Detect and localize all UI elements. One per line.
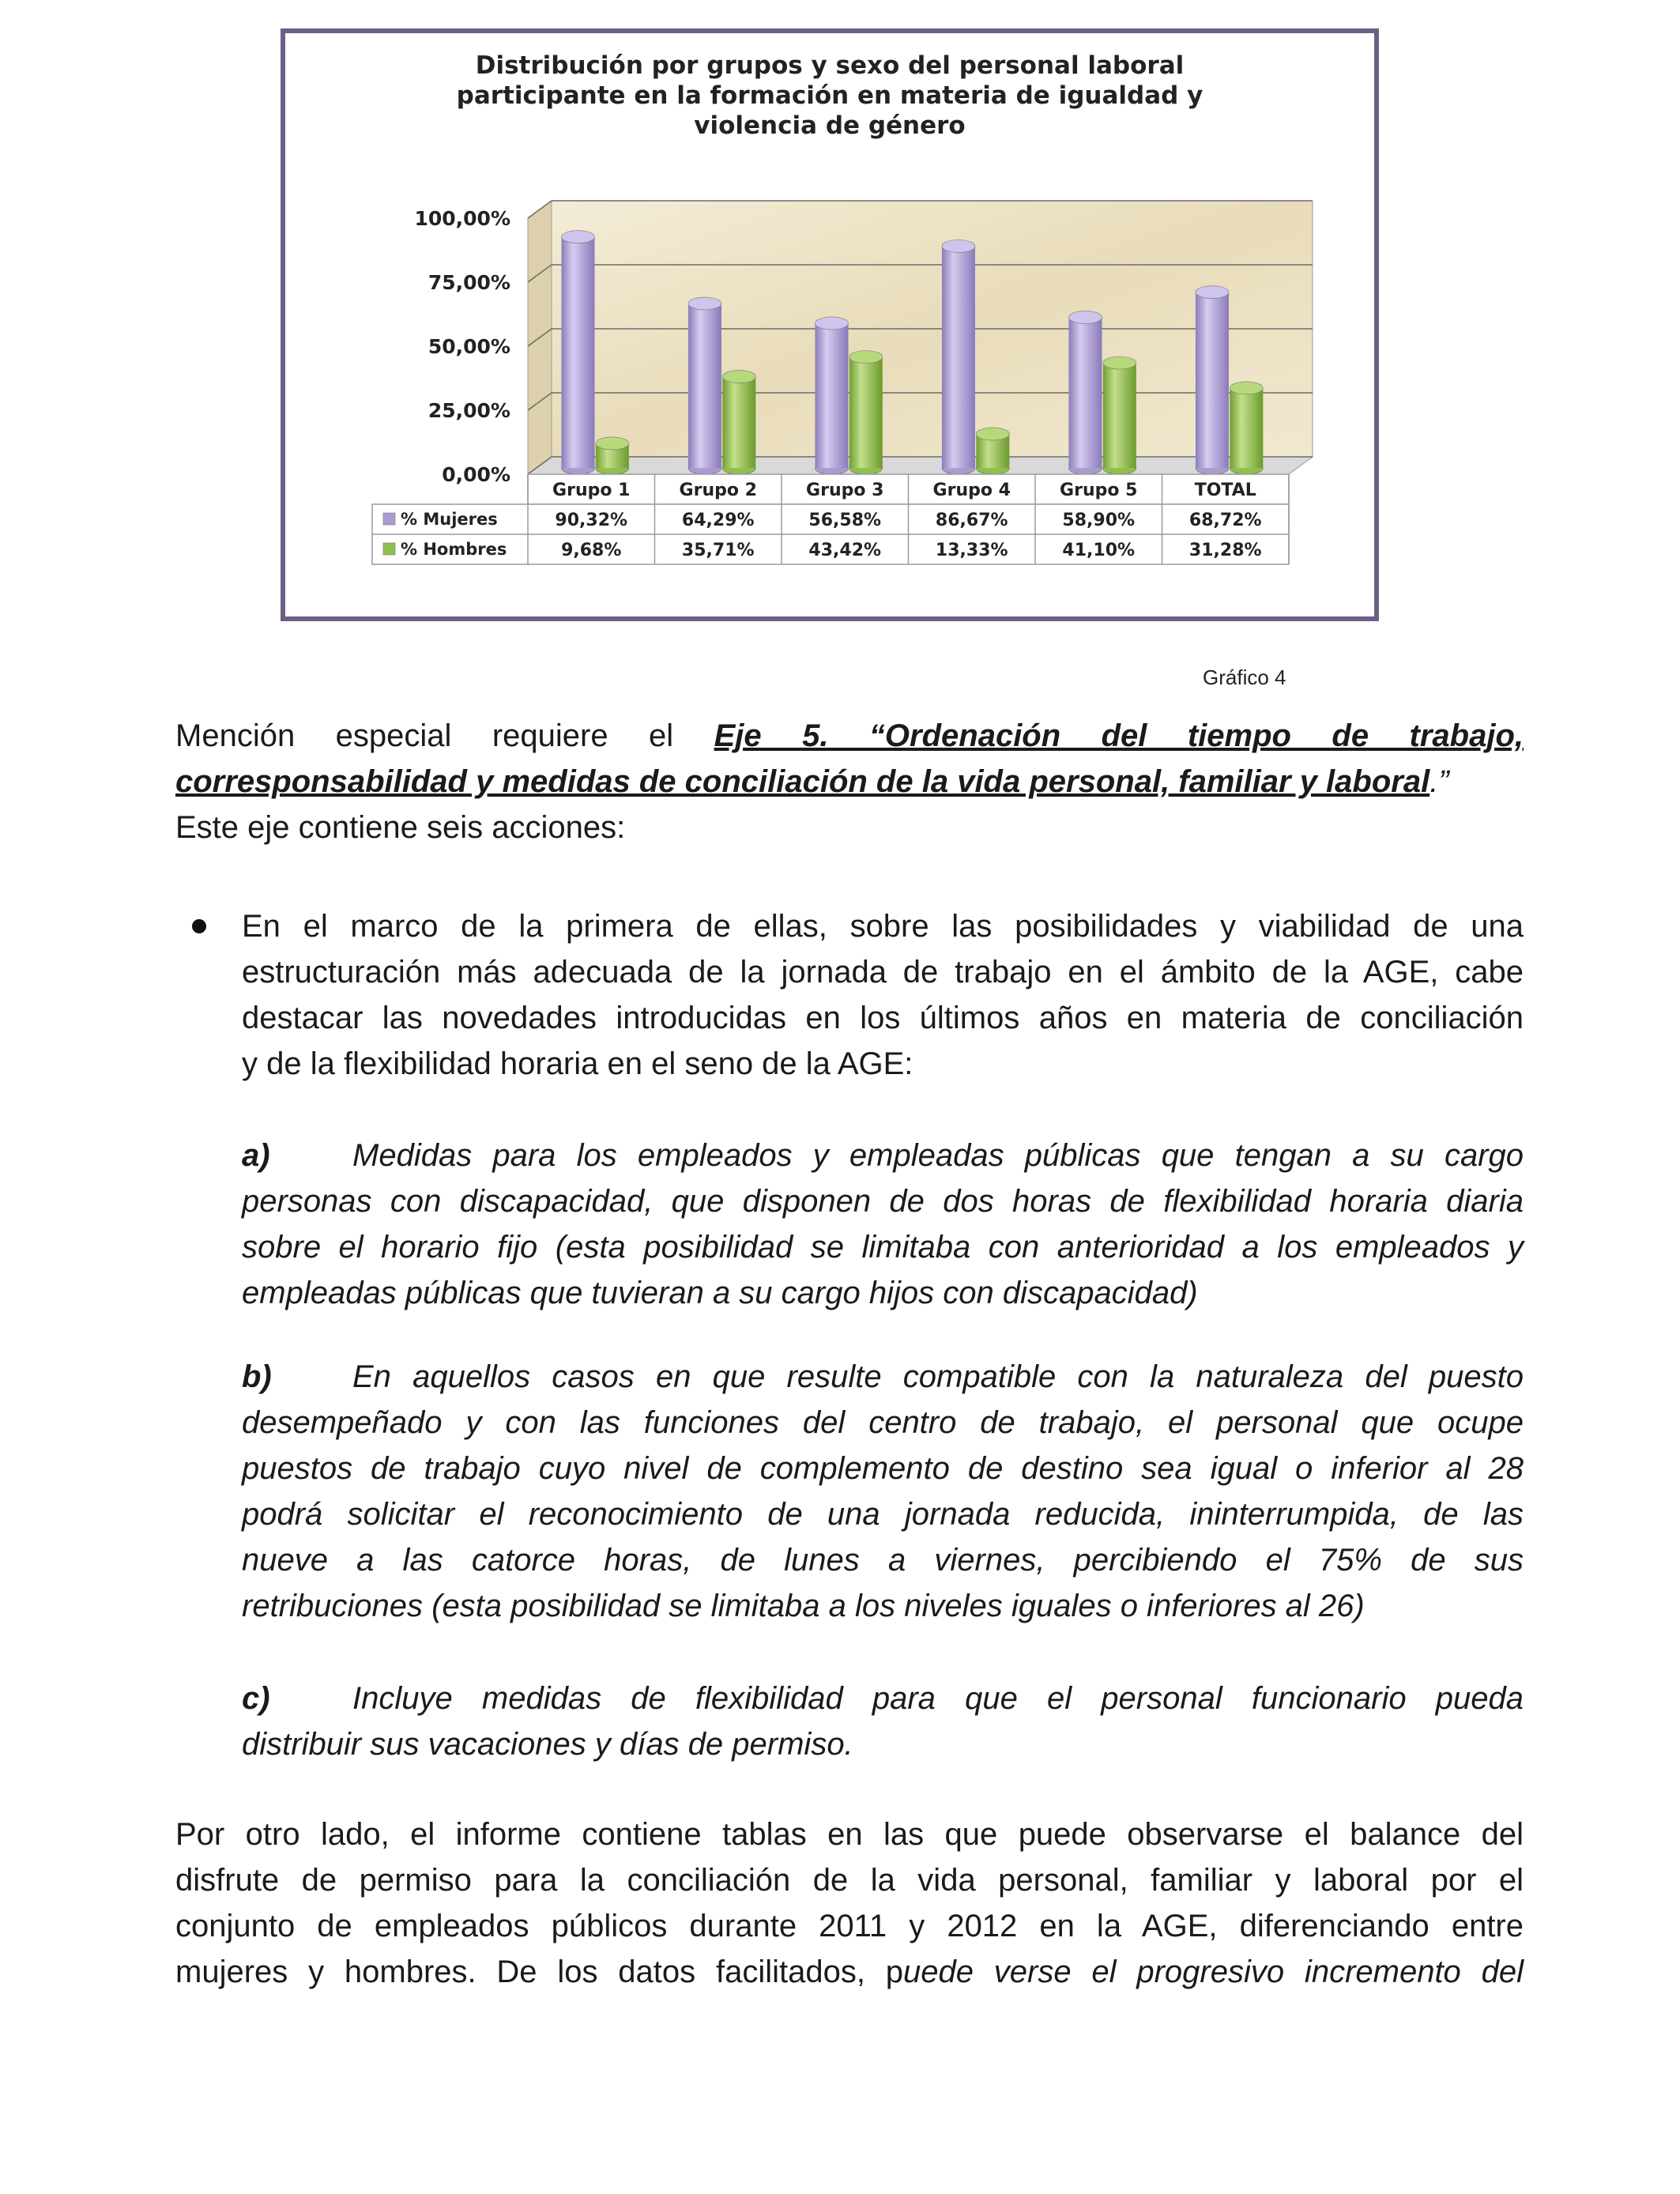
item-b xyxy=(242,1354,1524,1629)
x-tick-label: Grupo 4 xyxy=(932,481,1011,500)
data-label: 58,90% xyxy=(1062,511,1136,530)
bar xyxy=(976,428,1009,474)
y-tick-label: 75,00% xyxy=(428,271,510,294)
legend-swatch xyxy=(383,513,395,525)
bar xyxy=(596,437,629,474)
item-line: sobre el horario fijo (esta posibilidad se limitaba con anterioridad a los empleados y xyxy=(242,1230,1524,1265)
closing-paragraph xyxy=(175,1811,1524,1995)
bullet-line: En el marco de la primera de ellas, sobre las posibilidades y viabilidad de una xyxy=(242,909,1524,944)
bar xyxy=(1103,356,1136,474)
bar xyxy=(1068,311,1102,474)
x-tick-label: Grupo 2 xyxy=(679,481,757,500)
data-label: 31,28% xyxy=(1188,541,1262,560)
y-tick-label: 25,00% xyxy=(428,399,510,422)
item-text: En aquellos casos en que resulte compatible con la naturaleza del puesto xyxy=(352,1359,1524,1394)
x-tick-label: Grupo 5 xyxy=(1060,481,1138,500)
chart-title-line: Distribución por grupos y sexo del personal laboral xyxy=(475,51,1185,80)
bar-body xyxy=(1103,363,1136,468)
intro-line xyxy=(175,713,1524,759)
closing-line: Por otro lado, el informe contiene tablas en las que puede observarse el balance del xyxy=(175,1817,1524,1852)
x-tick-label: TOTAL xyxy=(1194,481,1256,500)
bullet-line: destacar las novedades introducidas en los últimos años en materia de conciliación xyxy=(242,1001,1524,1035)
data-label: 90,32% xyxy=(555,511,628,530)
bar-body xyxy=(942,246,975,468)
legend-label: % Hombres xyxy=(401,540,507,559)
bar-body xyxy=(1230,388,1263,468)
closing-text: mujeres y hombres. De los datos facilitados, p xyxy=(175,1955,904,1989)
closing-text-italic: uede verse el progresivo incremento del xyxy=(903,1955,1524,1989)
bar-top xyxy=(688,297,721,310)
bar xyxy=(688,297,721,474)
item-line xyxy=(242,1354,1524,1400)
bar-body xyxy=(815,323,848,468)
intro-line xyxy=(175,759,1524,805)
item-line: puestos de trabajo cuyo nivel de complemento de destino sea igual o inferior al 28 xyxy=(242,1451,1524,1486)
bar xyxy=(815,317,848,474)
item-c xyxy=(242,1676,1524,1767)
data-label: 35,71% xyxy=(681,541,755,560)
eje-5-title: Eje 5. “Ordenación del tiempo de trabajo, xyxy=(714,718,1524,753)
x-tick-label: Grupo 1 xyxy=(552,481,631,500)
item-letter: a) xyxy=(242,1138,270,1173)
chart-frame xyxy=(281,28,1379,621)
bar-top xyxy=(1068,311,1102,323)
bar xyxy=(722,371,755,475)
bar-top xyxy=(942,239,975,252)
closing-line xyxy=(175,1949,1524,1995)
legend-label: % Mujeres xyxy=(401,510,498,529)
data-label: 43,42% xyxy=(808,541,882,560)
legend-swatch xyxy=(383,543,395,555)
bar-top xyxy=(1230,382,1263,394)
item-text: Incluye medidas de flexibilidad para que el personal funcionario pueda xyxy=(352,1681,1524,1716)
bullet-paragraph xyxy=(242,903,1524,1087)
intro-line: Este eje contiene seis acciones: xyxy=(175,810,626,845)
bar-top xyxy=(722,371,755,383)
item-line: distribuir sus vacaciones y días de permiso. xyxy=(242,1727,853,1762)
y-tick-label: 0,00% xyxy=(442,463,510,486)
item-text: Medidas para los empleados y empleadas públicas que tengan a su cargo xyxy=(352,1138,1524,1173)
y-tick-label: 100,00% xyxy=(414,207,510,230)
data-label: 64,29% xyxy=(681,511,755,530)
chart-title-line: violencia de género xyxy=(694,111,966,140)
data-label: 56,58% xyxy=(808,511,882,530)
x-tick-label: Grupo 3 xyxy=(806,481,884,500)
y-tick-label: 50,00% xyxy=(428,335,510,358)
intro-text: Mención especial requiere el xyxy=(175,718,674,753)
bar-top xyxy=(849,351,883,364)
intro-paragraph xyxy=(175,713,1524,850)
data-label: 13,33% xyxy=(935,541,1008,560)
bar-body xyxy=(1196,292,1229,469)
bar xyxy=(942,239,975,474)
item-letter: b) xyxy=(242,1359,272,1394)
bar-top xyxy=(976,428,1009,440)
closing-line: conjunto de empleados públicos durante 2011 y 2012 en la AGE, diferenciando entre xyxy=(175,1909,1524,1943)
item-line: podrá solicitar el reconocimiento de una jornada reducida, ininterrumpida, de las xyxy=(242,1497,1524,1532)
item-line: empleadas públicas que tuvieran a su cargo hijos con discapacidad) xyxy=(242,1276,1198,1310)
data-label: 9,68% xyxy=(561,541,622,560)
bar xyxy=(1230,382,1263,474)
bar xyxy=(849,351,883,475)
bar xyxy=(561,231,594,475)
item-line xyxy=(242,1133,1524,1178)
data-label: 68,72% xyxy=(1188,511,1262,530)
bar xyxy=(1196,286,1229,475)
data-label: 86,67% xyxy=(935,511,1008,530)
bullet-icon xyxy=(192,919,206,933)
eje-5-title: corresponsabilidad y medidas de conciliación de la vida personal, familiar y laboral xyxy=(175,764,1430,799)
bar-top xyxy=(1196,286,1229,299)
bullet-line: estructuración más adecuada de la jornada de trabajo en el ámbito de la AGE, cabe xyxy=(242,955,1524,990)
data-label: 41,10% xyxy=(1062,541,1136,560)
bar-body xyxy=(688,303,721,468)
bar-body xyxy=(1068,317,1102,468)
bullet-line: y de la flexibilidad horaria en el seno de la AGE: xyxy=(242,1046,913,1081)
bar-top xyxy=(561,231,594,243)
bar-body xyxy=(561,237,594,469)
chart-floor xyxy=(528,457,1313,474)
bar-top xyxy=(1103,356,1136,369)
item-a xyxy=(242,1133,1524,1316)
item-line: retribuciones (esta posibilidad se limitaba a los niveles iguales o inferiores al 26) xyxy=(242,1589,1365,1623)
chart-title xyxy=(285,51,1374,141)
bar-top xyxy=(596,437,629,450)
figure-caption: Gráfico 4 xyxy=(1203,665,1286,689)
intro-text: .” xyxy=(1430,764,1449,799)
bar-top xyxy=(815,317,848,330)
item-line: desempeñado y con las funciones del centro de trabajo, el personal que ocupe xyxy=(242,1405,1524,1440)
item-line: personas con discapacidad, que disponen de dos horas de flexibilidad horaria diaria xyxy=(242,1184,1524,1219)
bar-body xyxy=(722,377,755,469)
item-line xyxy=(242,1676,1524,1721)
closing-line: disfrute de permiso para la conciliación de la vida personal, familiar y laboral por el xyxy=(175,1863,1524,1898)
item-line: nueve a las catorce horas, de lunes a viernes, percibiendo el 75% de sus xyxy=(242,1543,1524,1578)
bar-body xyxy=(849,357,883,469)
chart-title-line: participante en la formación en materia de igualdad y xyxy=(456,81,1203,110)
item-letter: c) xyxy=(242,1681,270,1716)
